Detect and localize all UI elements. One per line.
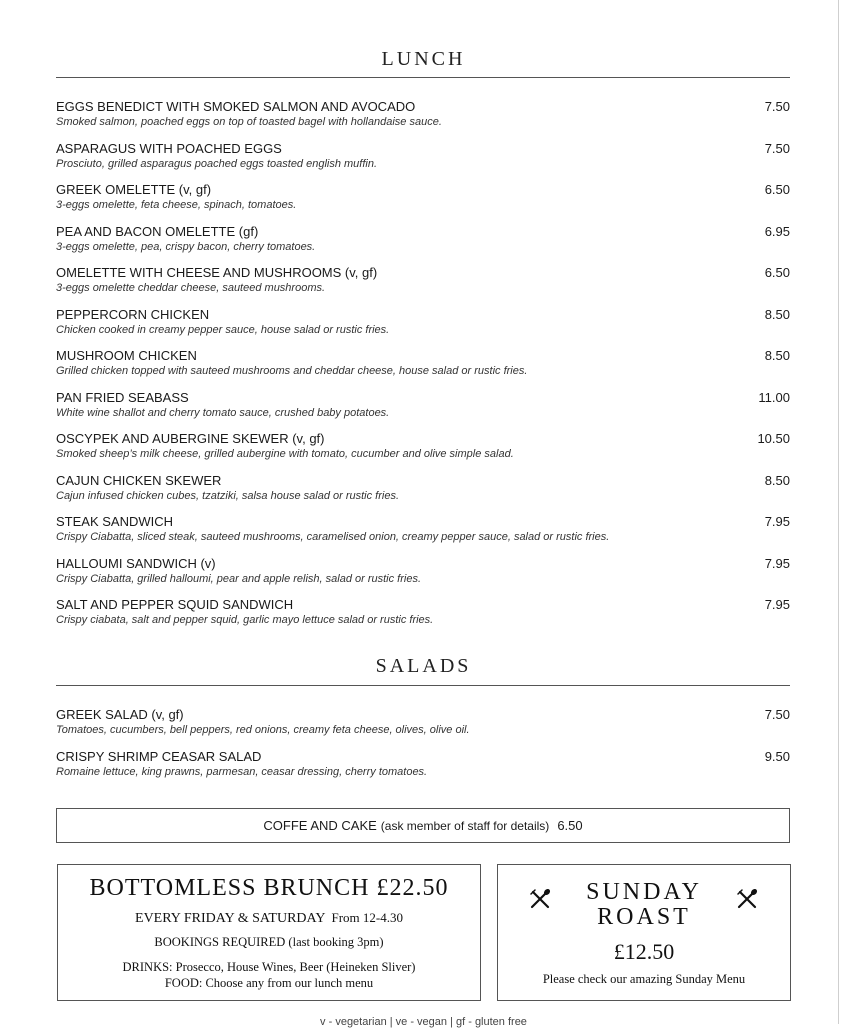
salads-heading: SALADS [375,655,472,677]
menu-item-price: 6.50 [764,182,790,197]
menu-item-price: 6.50 [764,265,790,280]
brunch-drinks: DRINKS: Prosecco, House Wines, Beer (Heineken Sliver) [122,960,416,974]
menu-item-description: Grilled chicken topped with sauteed mushrooms and cheddar cheese, house salad or rustic fries. [56,365,528,377]
brunch-days [58,910,480,927]
menu-item-name: STEAK SANDWICH [56,514,174,529]
coffee-item-price: 6.50 [557,818,583,833]
lunch-divider [56,77,790,78]
menu-item-name: HALLOUMI SANDWICH (v) [56,555,216,571]
menu-item-description: Crispy Ciabatta, sliced steak, sauteed mushrooms, caramelised onion, creamy pepper sauce, salad or rustic fries. [56,531,610,543]
menu-item-description: Cajun infused chicken cubes, tzatziki, salsa house salad or rustic fries. [56,489,399,502]
menu-item-name: SALT AND PEPPER SQUID SANDWICH [56,597,294,612]
bottomless-brunch-box [57,864,481,1001]
menu-item-price: 6.95 [764,223,790,239]
lunch-heading: LUNCH [381,48,466,70]
dietary-legend: v - vegetarian | ve - vegan | gf - gluten free [320,1016,527,1028]
menu-item [56,597,790,637]
brunch-food: FOOD: Choose any from our lunch menu [164,976,374,990]
sunday-menu-note: Please check our amazing Sunday Menu [542,972,746,986]
menu-item-price: 11.00 [758,389,790,405]
menu-item [56,99,790,139]
menu-item-description: 3-eggs omelette, pea, crispy bacon, cherry tomatoes. [56,240,316,253]
sunday-roast-price: £12.50 [613,939,675,964]
menu-item [56,514,790,554]
menu-item-name: MUSHROOM CHICKEN [56,348,197,363]
menu-item-price: 7.95 [764,597,790,612]
menu-item-description: 3-eggs omelette cheddar cheese, sauteed mushrooms. [56,282,326,294]
coffee-item-note: (ask member of staff for details) [380,818,550,833]
brunch-hours: From 12-4.30 [331,910,403,925]
menu-item-price: 8.50 [764,306,790,322]
menu-item-price: 7.95 [764,555,790,571]
sunday-title-line2: ROAST [597,904,691,930]
menu-item [56,556,790,596]
menu-item-price: 10.50 [757,431,790,446]
menu-item-name: GREEK OMELETTE (v, gf) [56,182,212,197]
brunch-days-text: EVERY FRIDAY & SATURDAY [135,911,326,926]
menu-item-name: OMELETTE WITH CHEESE AND MUSHROOMS (v, gf) [56,265,378,280]
menu-item-description: Romaine lettuce, king prawns, parmesan, ceasar dressing, cherry tomatoes. [56,765,428,778]
coffee-and-cake-box [56,808,790,843]
menu-item-name: CRISPY SHRIMP CEASAR SALAD [56,748,262,764]
coffee-item-name: COFFE AND CAKE [263,818,377,833]
menu-item-name: PEA AND BACON OMELETTE (gf) [56,223,259,239]
menu-item-name: PAN FRIED SEABASS [56,389,189,405]
menu-item [56,141,790,181]
brunch-title: BOTTOMLESS BRUNCH £22.50 [89,875,449,901]
menu-item-name: ASPARAGUS WITH POACHED EGGS [56,140,282,156]
menu-item-name: CAJUN CHICKEN SKEWER [56,472,222,488]
menu-item-description: Crispy Ciabatta, grilled halloumi, pear and apple relish, salad or rustic fries. [56,572,422,585]
menu-item [56,224,790,264]
menu-item-description: Chicken cooked in creamy pepper sauce, house salad or rustic fries. [56,323,390,336]
menu-item-price: 7.50 [764,140,790,156]
sunday-title-line1: SUNDAY [586,879,702,905]
brunch-booking-note: BOOKINGS REQUIRED (last booking 3pm) [154,935,384,949]
menu-item [56,265,790,305]
menu-item-description: Crispy ciabata, salt and pepper squid, garlic mayo lettuce salad or rustic fries. [56,614,434,626]
menu-item-description: White wine shallot and cherry tomato sauce, crushed baby potatoes. [56,406,390,419]
menu-item-description: Smoked salmon, poached eggs on top of toasted bagel with hollandaise sauce. [56,116,442,128]
menu-item-price: 7.95 [764,514,790,529]
page-edge-divider [838,0,839,1024]
menu-item-description: 3-eggs omelette, feta cheese, spinach, tomatoes. [56,199,297,211]
menu-item [56,390,790,430]
menu-item-price: 7.50 [764,99,790,114]
menu-item-description: Smoked sheep’s milk cheese, grilled aubergine with tomato, cucumber and olive simple salad. [56,448,514,460]
menu-item-name: EGGS BENEDICT WITH SMOKED SALMON AND AVOCADO [56,99,416,114]
menu-item [56,749,790,789]
menu-item-price: 7.50 [764,707,790,722]
menu-item [56,182,790,222]
menu-item [56,707,790,747]
menu-item [56,431,790,471]
menu-item-description: Prosciuto, grilled asparagus poached eggs toasted english muffin. [56,157,378,170]
menu-item-description: Tomatoes, cucumbers, bell peppers, red onions, creamy feta cheese, olives, olive oil. [56,724,470,736]
menu-item-name: GREEK SALAD (v, gf) [56,707,184,722]
menu-item-name: OSCYPEK AND AUBERGINE SKEWER (v, gf) [56,431,325,446]
menu-item [56,307,790,347]
sunday-roast-box [497,864,791,1001]
menu-item [56,473,790,513]
menu-item [56,348,790,388]
salads-divider [56,685,790,686]
menu-item-price: 8.50 [764,348,790,363]
menu-item-price: 9.50 [764,748,790,764]
menu-item-name: PEPPERCORN CHICKEN [56,306,210,322]
menu-item-price: 8.50 [764,472,790,488]
